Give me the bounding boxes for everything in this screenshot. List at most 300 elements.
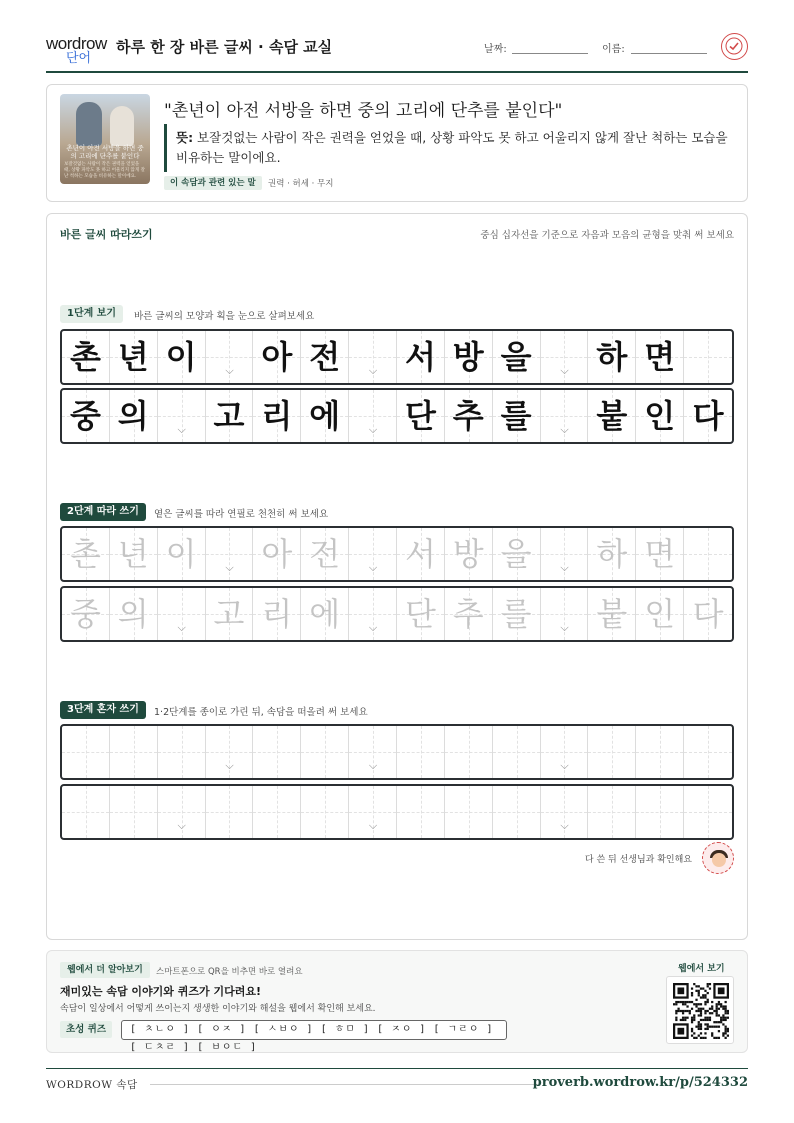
qr-module xyxy=(716,1026,718,1028)
qr-module xyxy=(698,1026,700,1028)
guide-horizontal xyxy=(206,554,253,555)
grid-cell[interactable] xyxy=(445,528,493,580)
qr-module xyxy=(727,1028,729,1030)
qr-module xyxy=(673,1003,675,1005)
qr-module xyxy=(727,1035,729,1037)
grid-cell[interactable] xyxy=(349,588,397,640)
footer-divider xyxy=(150,1084,538,1085)
grid-cell[interactable] xyxy=(541,786,589,838)
qr-module xyxy=(698,1008,700,1010)
grid-cell[interactable] xyxy=(158,726,206,778)
page-title: 하루 한 장 바른 글씨 · 속담 교실 xyxy=(116,38,333,56)
step-3-row-2[interactable] xyxy=(60,784,734,840)
qr-module xyxy=(722,1017,724,1019)
qr-module xyxy=(711,1008,713,1010)
grid-character: 년 xyxy=(117,338,149,376)
qr-module xyxy=(700,1019,702,1021)
qr-module xyxy=(707,992,709,994)
grid-character: 을 xyxy=(500,338,532,376)
grid-cell[interactable] xyxy=(62,786,110,838)
grid-character: 이 xyxy=(165,535,197,573)
qr-module xyxy=(709,1012,711,1014)
guide-horizontal xyxy=(541,416,588,417)
qr-module xyxy=(720,1017,722,1019)
qr-module xyxy=(704,1028,706,1030)
qr-module xyxy=(713,1021,715,1023)
name-label: 이름: xyxy=(602,44,625,55)
qr-module xyxy=(700,1010,702,1012)
footer-url[interactable]: proverb.wordrow.kr/p/524332 xyxy=(532,1075,748,1090)
related-label: 이 속담과 관련 있는 말 xyxy=(164,176,262,190)
grid-cell[interactable] xyxy=(445,588,493,640)
guide-horizontal xyxy=(158,812,205,813)
qr-module xyxy=(720,1005,722,1007)
space-mark-icon: ⌵ xyxy=(560,561,569,574)
qr-module xyxy=(711,1001,713,1003)
qr-module xyxy=(707,999,709,1001)
guide-horizontal xyxy=(684,752,732,753)
qr-module xyxy=(711,1026,713,1028)
guide-horizontal xyxy=(349,554,396,555)
brand-subtext: 단어 xyxy=(66,50,92,65)
qr-module xyxy=(691,1017,693,1019)
qr-module xyxy=(704,1001,706,1003)
guide-horizontal xyxy=(493,812,540,813)
qr-module xyxy=(722,1019,724,1021)
qr-module xyxy=(711,1005,713,1007)
space-mark-icon: ⌵ xyxy=(560,759,569,772)
qr-module xyxy=(695,1026,697,1028)
meaning-text: 보잘것없는 사람이 작은 권력을 얻었을 때, 상황 파악도 못 하고 어울리지 않게 잘난 척하는 모습을 비유하는 말이에요. xyxy=(176,130,728,165)
grid-character: 다 xyxy=(692,397,724,435)
qr-module xyxy=(704,996,706,998)
grid-character: 붙 xyxy=(596,397,628,435)
web-pill: 웹에서 더 알아보기 xyxy=(60,962,150,978)
grid-cell[interactable] xyxy=(110,528,158,580)
qr-module xyxy=(695,985,697,987)
grid-character: 을 xyxy=(500,535,532,573)
guide-horizontal xyxy=(588,752,635,753)
grid-cell[interactable] xyxy=(684,726,732,778)
grid-cell[interactable] xyxy=(588,786,636,838)
qr-module xyxy=(686,1010,688,1012)
grid-cell[interactable] xyxy=(110,726,158,778)
qr-module xyxy=(684,1010,686,1012)
grid-cell[interactable] xyxy=(301,726,349,778)
grid-cell[interactable] xyxy=(397,786,445,838)
illustration-caption: 촌년이 아전 서방을 하면 중의 고리에 단추를 붙인다 xyxy=(66,144,144,160)
qr-module xyxy=(700,1008,702,1010)
header-rule xyxy=(46,71,748,73)
grid-cell[interactable] xyxy=(349,726,397,778)
grid-cell[interactable] xyxy=(253,726,301,778)
qr-module xyxy=(680,1001,682,1003)
qr-module xyxy=(716,1003,718,1005)
step-3-label: 3단계 혼자 쓰기 xyxy=(60,701,146,719)
step-1-row-1 xyxy=(60,329,734,385)
qr-module xyxy=(695,1037,697,1039)
grid-cell xyxy=(541,390,589,442)
guide-horizontal xyxy=(110,812,157,813)
qr-module xyxy=(725,1032,727,1034)
grid-cell[interactable] xyxy=(253,588,301,640)
qr-module xyxy=(716,1010,718,1012)
guide-horizontal xyxy=(349,812,396,813)
guide-horizontal xyxy=(349,416,396,417)
space-mark-icon: ⌵ xyxy=(225,364,234,377)
qr-finder-core xyxy=(677,987,684,994)
grid-cell xyxy=(541,331,589,383)
qr-module xyxy=(722,1032,724,1034)
space-mark-icon: ⌵ xyxy=(368,423,378,436)
qr-module xyxy=(702,1019,704,1021)
grid-cell[interactable] xyxy=(206,726,254,778)
grid-cell[interactable] xyxy=(301,528,349,580)
grid-cell[interactable] xyxy=(158,588,206,640)
meaning-accent-bar xyxy=(164,124,167,172)
grid-cell[interactable] xyxy=(158,528,206,580)
grid-character: 서 xyxy=(404,535,436,573)
grid-cell[interactable] xyxy=(588,528,636,580)
space-mark-icon: ⌵ xyxy=(368,819,378,832)
grid-cell xyxy=(62,331,110,383)
grid-cell[interactable] xyxy=(541,726,589,778)
qr-module xyxy=(718,1026,720,1028)
proverb-quote: "촌년이 아전 서방을 하면 중의 고리에 단추를 붙인다" xyxy=(164,101,563,121)
qr-module xyxy=(725,1026,727,1028)
quiz-label: 초성 퀴즈 xyxy=(60,1021,112,1038)
web-headline: 재미있는 속담 이야기와 퀴즈가 기다려요! xyxy=(60,985,261,998)
qr-module xyxy=(675,1003,677,1005)
qr-module xyxy=(682,1001,684,1003)
qr-module xyxy=(704,1019,706,1021)
grid-cell[interactable] xyxy=(397,588,445,640)
step-2-row-1[interactable] xyxy=(60,526,734,582)
guide-horizontal xyxy=(445,752,492,753)
qr-module xyxy=(707,1026,709,1028)
qr-module xyxy=(716,1037,718,1039)
qr-module xyxy=(691,1008,693,1010)
guide-horizontal xyxy=(349,752,396,753)
qr-module xyxy=(709,983,711,985)
qr-module xyxy=(695,1010,697,1012)
qr-module xyxy=(684,1019,686,1021)
grid-character: 다 xyxy=(692,595,724,633)
grid-cell[interactable] xyxy=(493,726,541,778)
space-mark-icon: ⌵ xyxy=(560,423,569,436)
qr-module xyxy=(709,1019,711,1021)
grid-character: 하 xyxy=(596,535,628,573)
grid-cell[interactable] xyxy=(206,528,254,580)
qr-module xyxy=(704,1037,706,1039)
grid-character: 년 xyxy=(117,535,149,573)
grid-character: 에 xyxy=(309,397,341,435)
grid-cell[interactable] xyxy=(397,726,445,778)
grid-character: 인 xyxy=(644,397,676,435)
qr-module xyxy=(704,1010,706,1012)
grid-character: 중 xyxy=(69,397,101,435)
grid-cell xyxy=(684,331,732,383)
guide-horizontal xyxy=(445,812,492,813)
grid-cell xyxy=(493,390,541,442)
grid-cell[interactable] xyxy=(349,528,397,580)
qr-module xyxy=(698,994,700,996)
grid-character: 의 xyxy=(117,397,149,435)
guide-horizontal xyxy=(301,752,348,753)
grid-character: 에 xyxy=(309,595,341,633)
grid-cell xyxy=(301,331,349,383)
grid-character: 면 xyxy=(644,535,676,573)
grid-cell xyxy=(349,390,397,442)
space-mark-icon: ⌵ xyxy=(560,621,569,634)
qr-module xyxy=(718,1030,720,1032)
grid-cell[interactable] xyxy=(636,726,684,778)
footer-brand: WORDROW 속담 xyxy=(46,1079,138,1091)
qr-module xyxy=(707,985,709,987)
grid-character: 이 xyxy=(165,338,197,376)
qr-module xyxy=(700,996,702,998)
qr-module xyxy=(727,1010,729,1012)
grid-cell[interactable] xyxy=(253,786,301,838)
qr-module xyxy=(682,1017,684,1019)
qr-module xyxy=(704,1017,706,1019)
qr-module xyxy=(700,1023,702,1025)
qr-module xyxy=(707,1028,709,1030)
guide-horizontal xyxy=(397,812,444,813)
qr-module xyxy=(691,1028,693,1030)
grid-cell xyxy=(301,390,349,442)
qr-code-graphic xyxy=(673,983,729,1039)
qr-module xyxy=(691,1019,693,1021)
qr-module xyxy=(704,1003,706,1005)
illustration-subtext: 보잘것없는 사람이 작은 권력을 얻었을 때, 상황 파악도 못 하고 어울리지 않게 잘난 척하는 모습을 비유하는 말이에요. xyxy=(64,162,145,179)
qr-module xyxy=(720,1003,722,1005)
grid-character: 중 xyxy=(69,595,101,633)
qr-module xyxy=(691,1035,693,1037)
step-2-label: 2단계 따라 쓰기 xyxy=(60,503,146,521)
guide-horizontal xyxy=(110,752,157,753)
meaning-label: 뜻: xyxy=(176,130,194,145)
space-mark-icon: ⌵ xyxy=(368,561,378,574)
qr-module xyxy=(709,1008,711,1010)
chosung-quiz: [ ㅊㄴㅇ ] [ ㅇㅈ ] [ ㅅㅂㅇ ] [ ㅎㅁ ] [ ㅈㅇ ] [ ㄱㄹㅇ ] [ ㄷㅊㄹ ] [ ㅂㅇㄷ ] xyxy=(121,1020,507,1040)
qr-module xyxy=(725,1030,727,1032)
qr-module xyxy=(727,1012,729,1014)
qr-module xyxy=(698,990,700,992)
step-3-row-1[interactable] xyxy=(60,724,734,780)
grid-cell[interactable] xyxy=(110,786,158,838)
grid-cell[interactable] xyxy=(397,528,445,580)
guide-horizontal xyxy=(62,812,109,813)
teacher-icon xyxy=(702,842,734,874)
qr-module xyxy=(700,1037,702,1039)
qr-module xyxy=(704,1032,706,1034)
guide-horizontal xyxy=(206,812,253,813)
grid-character: 아 xyxy=(261,535,293,573)
space-mark-icon: ⌵ xyxy=(177,621,186,634)
practice-section-hint: 중심 십자선을 기준으로 자음과 모음의 균형을 맞춰 써 보세요 xyxy=(480,230,734,241)
grid-cell xyxy=(493,331,541,383)
space-mark-icon: ⌵ xyxy=(560,819,569,832)
grid-character: 촌 xyxy=(69,338,101,376)
space-mark-icon: ⌵ xyxy=(368,621,378,634)
qr-module xyxy=(718,1001,720,1003)
grid-cell xyxy=(110,331,158,383)
qr-module xyxy=(720,1019,722,1021)
grid-cell xyxy=(62,390,110,442)
guide-horizontal xyxy=(158,416,205,417)
check-seal-icon xyxy=(721,33,748,60)
grid-cell xyxy=(206,331,254,383)
space-mark-icon: ⌵ xyxy=(225,759,234,772)
qr-module xyxy=(713,1037,715,1039)
qr-module xyxy=(718,1021,720,1023)
grid-cell[interactable] xyxy=(493,588,541,640)
qr-module xyxy=(689,1012,691,1014)
grid-cell[interactable] xyxy=(253,528,301,580)
grid-character: 를 xyxy=(500,595,532,633)
qr-module xyxy=(722,1008,724,1010)
qr-module xyxy=(725,1005,727,1007)
grid-cell[interactable] xyxy=(301,588,349,640)
qr-module xyxy=(722,1035,724,1037)
grid-character: 추 xyxy=(452,595,484,633)
grid-cell[interactable] xyxy=(62,588,110,640)
qr-module xyxy=(713,1026,715,1028)
qr-label: 웹에서 보기 xyxy=(678,964,725,974)
grid-cell xyxy=(158,331,206,383)
qr-code-icon[interactable] xyxy=(666,976,734,1044)
qr-module xyxy=(707,1001,709,1003)
qr-module xyxy=(684,1003,686,1005)
guide-horizontal xyxy=(158,752,205,753)
qr-module xyxy=(709,987,711,989)
grid-character: 면 xyxy=(644,338,676,376)
qr-module xyxy=(702,1008,704,1010)
teacher-face xyxy=(712,853,726,867)
grid-cell[interactable] xyxy=(493,528,541,580)
qr-module xyxy=(693,983,695,985)
qr-module xyxy=(716,1012,718,1014)
grid-cell[interactable] xyxy=(62,528,110,580)
date-field[interactable] xyxy=(512,53,588,54)
qr-module xyxy=(700,1012,702,1014)
guide-horizontal xyxy=(349,357,396,358)
grid-character: 단 xyxy=(404,595,436,633)
grid-character: 서 xyxy=(404,338,436,376)
guide-horizontal xyxy=(636,812,683,813)
grid-cell[interactable] xyxy=(541,588,589,640)
qr-module xyxy=(725,1012,727,1014)
qr-module xyxy=(716,1014,718,1016)
grid-cell xyxy=(253,331,301,383)
grid-character: 리 xyxy=(261,397,293,435)
grid-cell[interactable] xyxy=(445,726,493,778)
qr-module xyxy=(682,1010,684,1012)
qr-module xyxy=(695,990,697,992)
brand-logo xyxy=(46,34,110,65)
finish-note: 다 쓴 뒤 선생님과 확인해요 xyxy=(584,855,692,865)
grid-cell xyxy=(397,390,445,442)
grid-cell[interactable] xyxy=(636,588,684,640)
qr-module xyxy=(686,1017,688,1019)
qr-module xyxy=(691,1030,693,1032)
qr-module xyxy=(707,1017,709,1019)
grid-cell[interactable] xyxy=(588,726,636,778)
grid-character: 전 xyxy=(309,535,341,573)
qr-module xyxy=(704,1023,706,1025)
qr-module xyxy=(725,1028,727,1030)
qr-module xyxy=(693,1032,695,1034)
qr-module xyxy=(680,1010,682,1012)
grid-cell[interactable] xyxy=(445,786,493,838)
grid-character: 추 xyxy=(452,397,484,435)
qr-module xyxy=(725,1010,727,1012)
grid-cell[interactable] xyxy=(636,528,684,580)
qr-module xyxy=(702,994,704,996)
qr-module xyxy=(707,1019,709,1021)
grid-character: 전 xyxy=(309,338,341,376)
grid-cell[interactable] xyxy=(62,726,110,778)
grid-cell[interactable] xyxy=(493,786,541,838)
grid-cell[interactable] xyxy=(684,786,732,838)
qr-module xyxy=(704,990,706,992)
grid-cell xyxy=(349,331,397,383)
guide-horizontal xyxy=(206,752,253,753)
qr-module xyxy=(725,1008,727,1010)
grid-cell[interactable] xyxy=(206,786,254,838)
guide-horizontal xyxy=(541,752,588,753)
grid-cell[interactable] xyxy=(158,786,206,838)
grid-character: 붙 xyxy=(596,595,628,633)
qr-module xyxy=(718,1003,720,1005)
qr-module xyxy=(700,1028,702,1030)
grid-cell[interactable] xyxy=(206,588,254,640)
qr-module xyxy=(711,1035,713,1037)
guide-horizontal xyxy=(349,614,396,615)
qr-module xyxy=(704,1012,706,1014)
name-field[interactable] xyxy=(631,53,707,54)
grid-cell xyxy=(588,331,636,383)
grid-cell[interactable] xyxy=(349,786,397,838)
grid-cell[interactable] xyxy=(541,528,589,580)
qr-module xyxy=(716,1005,718,1007)
guide-horizontal xyxy=(541,554,588,555)
qr-module xyxy=(702,987,704,989)
step-1-row-2 xyxy=(60,388,734,444)
step-2-row-2[interactable] xyxy=(60,586,734,642)
qr-module xyxy=(707,1023,709,1025)
qr-module xyxy=(680,1019,682,1021)
qr-module xyxy=(700,1026,702,1028)
guide-horizontal xyxy=(301,812,348,813)
grid-cell xyxy=(684,390,732,442)
grid-cell[interactable] xyxy=(110,588,158,640)
grid-cell[interactable] xyxy=(684,528,732,580)
guide-horizontal xyxy=(206,357,253,358)
stamp-graphic xyxy=(722,34,746,58)
qr-module xyxy=(716,1021,718,1023)
grid-cell[interactable] xyxy=(588,588,636,640)
qr-module xyxy=(689,1010,691,1012)
qr-module xyxy=(700,1014,702,1016)
qr-module xyxy=(684,1001,686,1003)
grid-cell[interactable] xyxy=(636,786,684,838)
grid-cell[interactable] xyxy=(684,588,732,640)
space-mark-icon: ⌵ xyxy=(368,759,378,772)
qr-module xyxy=(693,1014,695,1016)
grid-cell[interactable] xyxy=(301,786,349,838)
